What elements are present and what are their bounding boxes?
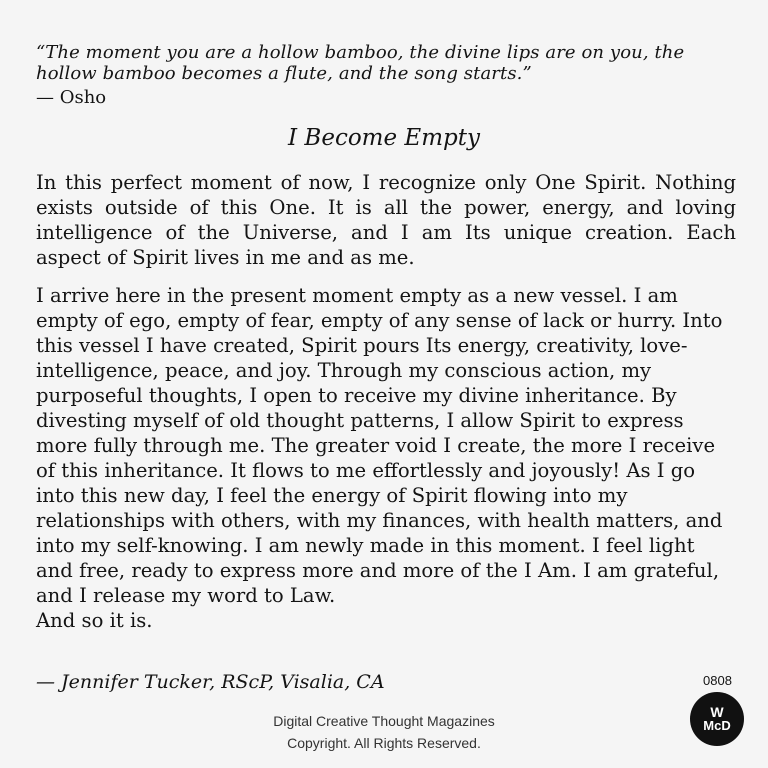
footer: [0, 710, 768, 754]
footer-copyright: Copyright. All Rights Reserved.: [287, 735, 481, 751]
paragraph: In this perfect moment of now, I recognize only One Spirit. Nothing exists outside of this One. It is all the power, energy, and loving intelligence of the Universe, and I am Its unique creation. Each aspect of Spirit lives in me and as me.: [36, 171, 736, 269]
article-body: [36, 170, 736, 633]
epigraph-author: — Osho: [36, 87, 107, 108]
logo-line-1: W: [710, 704, 724, 720]
closing-line: And so it is.: [36, 609, 153, 632]
author-signature: — Jennifer Tucker, RScP, Visalia, CA: [36, 671, 385, 693]
footer-publisher: Digital Creative Thought Magazines: [273, 713, 495, 729]
logo-line-2: McD: [703, 718, 731, 733]
issue-code: 0808: [703, 673, 732, 688]
page-title: I Become Empty: [288, 125, 480, 151]
wmcd-logo: [690, 692, 744, 746]
epigraph-quote: “The moment you are a hollow bamboo, the divine lips are on you, the hollow bamboo becomes a flute, and the song starts.”: [36, 42, 685, 84]
paragraph: I arrive here in the present moment empty as a new vessel. I am empty of ego, empty of fear, empty of any sense of lack or hurry. Into this vessel I have created, Spirit pours Its energy, creativity, love-intelligence, peace, and joy. Through my conscious action, my purposeful thoughts, I open to receive my divine inheritance. By divesting myself of old thought patterns, I allow Spirit to express more fully through me. The greater void I create, the more I receive of this inheritance. It flows to me effortlessly and joyously! As I go into this new day, I feel the energy of Spirit flowing into my relationships with others, with my finances, with health matters, and into my self-knowing. I am newly made in this moment. I feel light and free, ready to express more and more of the I Am. I am grateful, and I release my word to Law.: [36, 284, 723, 607]
